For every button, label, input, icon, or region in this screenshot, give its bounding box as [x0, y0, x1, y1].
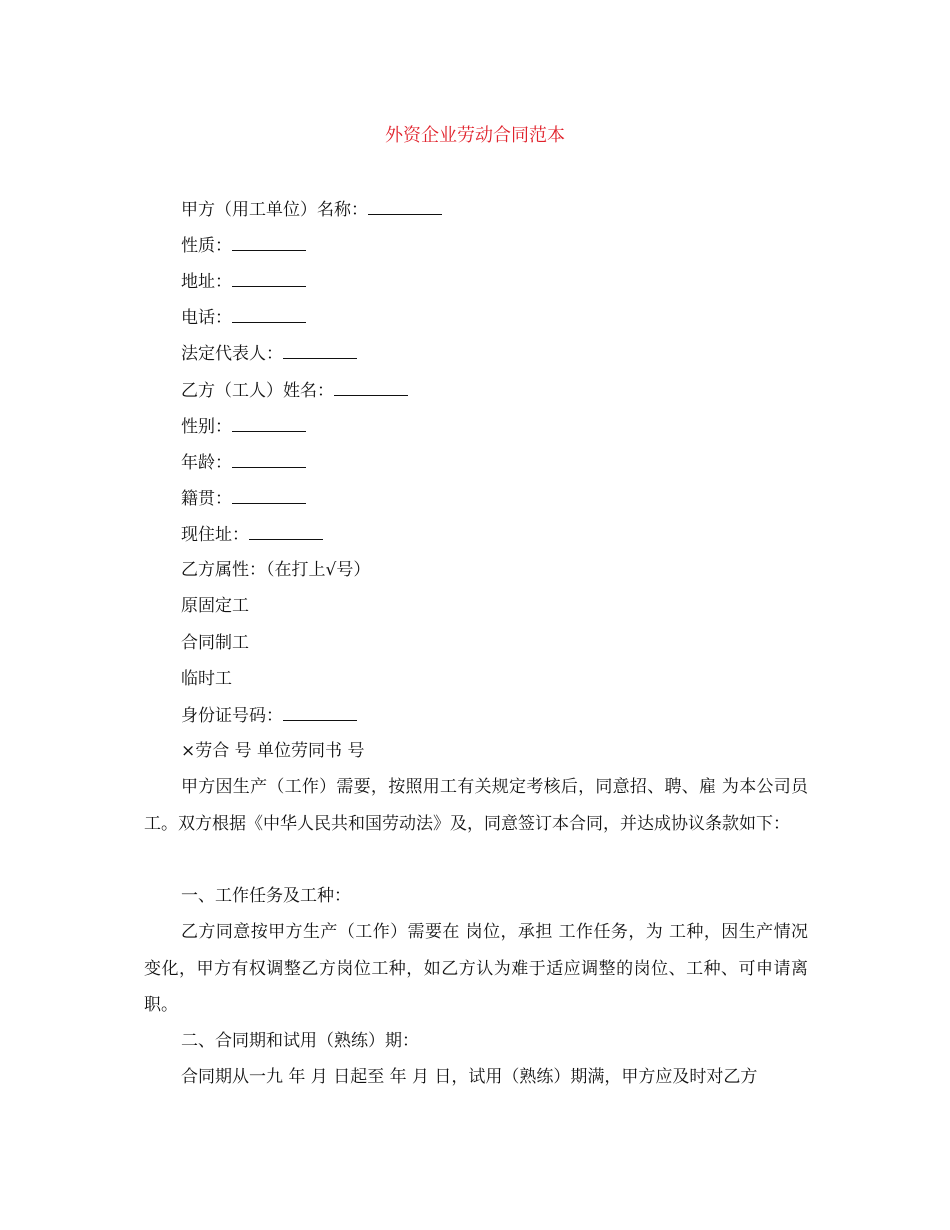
worker-type-temporary: 临时工 [181, 669, 232, 689]
blank-line [232, 450, 306, 468]
field-label: 地址： [181, 272, 232, 292]
field-age [181, 450, 306, 475]
blank-line [368, 197, 442, 215]
section-2-paragraph: 合同期从一九 年 月 日起至 年 月 日，试用（熟练）期满，甲方应及时对乙方 [181, 1067, 758, 1087]
blank-line [232, 233, 306, 251]
intro-paragraph: 甲方因生产（工作）需要，按照用工有关规定考核后，同意招、聘、雇 为本公司员工。双方根据《中华人民共和国劳动法》及，同意签订本合同，并达成协议条款如下： [144, 777, 808, 834]
section-heading-2: 二、合同期和试用（熟练）期： [181, 1031, 419, 1051]
field-label: 年龄： [181, 453, 232, 473]
field-worker-name [181, 378, 408, 403]
document-title: 外资企业劳动合同范本 [385, 125, 565, 146]
field-label: 现住址： [181, 525, 249, 545]
field-label: 性质： [181, 236, 232, 256]
worker-type-contract: 合同制工 [181, 633, 249, 653]
field-id-number [181, 703, 357, 728]
worker-type-fixed: 原固定工 [181, 596, 249, 616]
field-nature [181, 233, 306, 258]
blank-line [334, 378, 408, 396]
field-label: 法定代表人： [181, 344, 283, 364]
blank-line [232, 486, 306, 504]
blank-line [232, 305, 306, 323]
field-employer-name [181, 197, 442, 222]
field-label: 乙方（工人）姓名： [181, 381, 334, 401]
field-label: 籍贯： [181, 489, 232, 509]
field-native-place [181, 486, 306, 511]
section-1-paragraph: 乙方同意按甲方生产（工作）需要在 岗位，承担 工作任务，为 工种，因生产情况变化，甲方有权调整乙方岗位工种，如乙方认为难于适应调整的岗位、工种、可申请离职。 [144, 922, 808, 1015]
blank-line [283, 703, 357, 721]
field-label: 性别： [181, 417, 232, 437]
worker-type-line: 乙方属性：（在打上√号） [181, 560, 371, 580]
field-label: 电话： [181, 308, 232, 328]
field-legal-rep [181, 341, 357, 366]
field-address [181, 269, 306, 294]
field-phone [181, 305, 306, 330]
blank-line [283, 341, 357, 359]
field-label: 甲方（用工单位）名称： [181, 200, 368, 220]
blank-line [232, 269, 306, 287]
section-heading-1: 一、工作任务及工种： [181, 886, 351, 906]
contract-number-line: ×劳合 号 单位劳同书 号 [181, 741, 365, 761]
blank-line [249, 522, 323, 540]
field-gender [181, 414, 306, 439]
blank-line [232, 414, 306, 432]
field-label: 身份证号码： [181, 706, 283, 726]
field-current-address [181, 522, 323, 547]
